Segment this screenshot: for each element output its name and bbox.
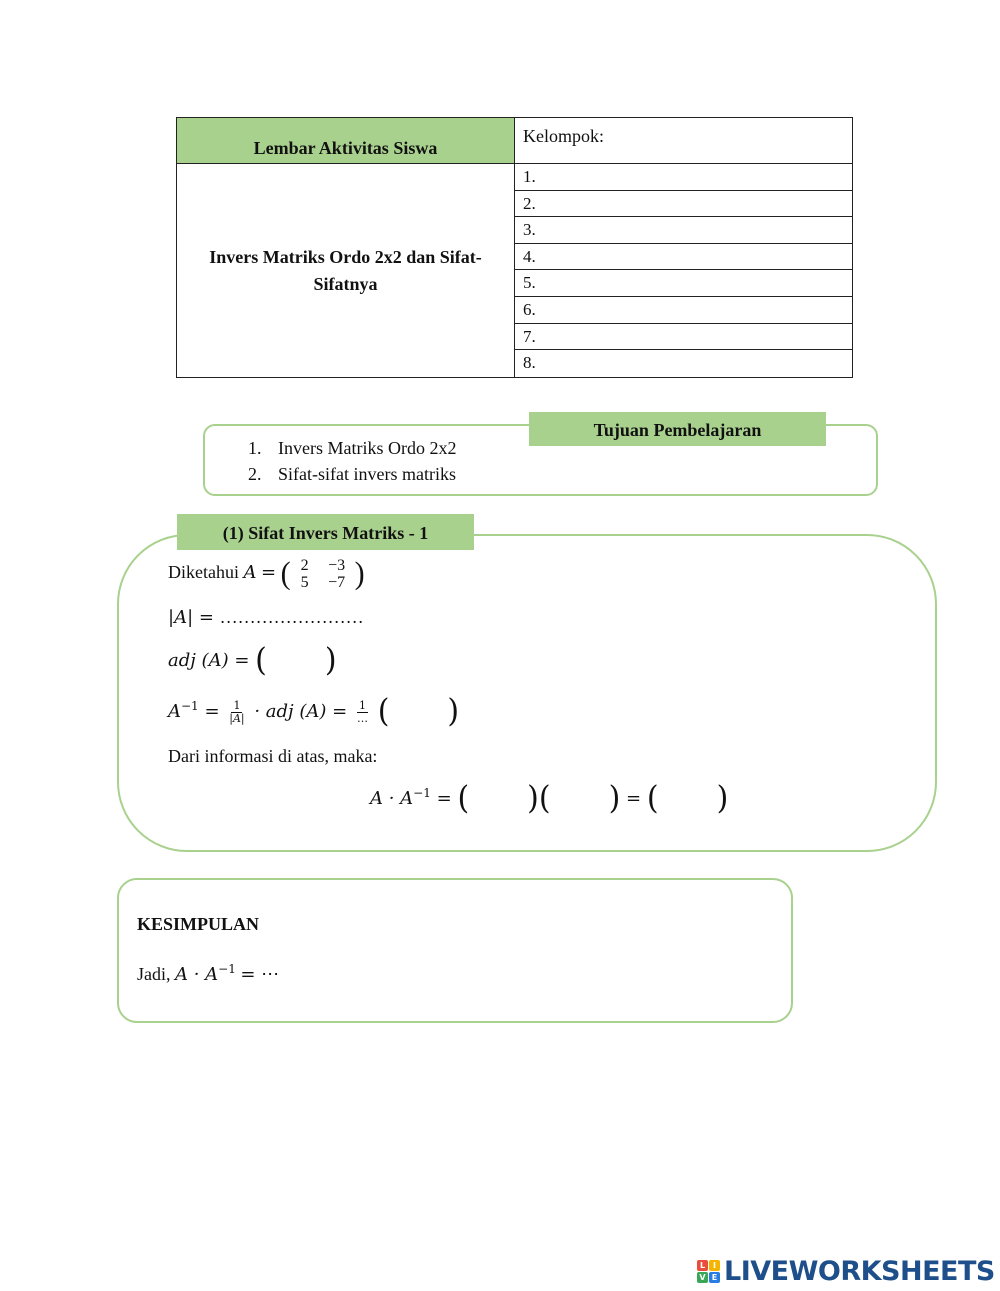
member-row-1[interactable]: 1. bbox=[515, 164, 852, 191]
matrix-name: A bbox=[243, 562, 257, 584]
objective-number: 2. bbox=[248, 464, 262, 484]
conclusion-line bbox=[137, 962, 279, 985]
adjoint-line bbox=[168, 642, 337, 679]
objective-item bbox=[248, 461, 456, 487]
objective-text: Sifat-sifat invers matriks bbox=[278, 464, 456, 484]
objective-number: 1. bbox=[248, 438, 262, 458]
matrix-a11: 2 bbox=[300, 557, 309, 574]
inverse-adj-mid: · adj (A) = bbox=[254, 701, 348, 722]
fraction-numerator: 1 bbox=[233, 698, 241, 712]
determinant-line bbox=[168, 607, 364, 628]
product-exponent: −1 bbox=[413, 786, 431, 800]
conclusion-title: KESIMPULAN bbox=[137, 914, 260, 934]
member-row-8[interactable]: 8. bbox=[523, 353, 536, 373]
property-tag: (1) Sifat Invers Matriks - 1 bbox=[177, 514, 474, 550]
determinant-blank[interactable]: …………………… bbox=[219, 607, 364, 627]
known-matrix-line: Diketahui A = ( 2 −3 5 −7 ) bbox=[168, 556, 365, 591]
matrix-a12: −3 bbox=[328, 557, 346, 574]
conclusion-box bbox=[117, 878, 793, 1023]
learning-objectives-list bbox=[248, 435, 456, 487]
inverse-fraction bbox=[227, 700, 246, 725]
adjoint-lhs: adj (A) = bbox=[168, 650, 250, 671]
inverse-line: $A^{-1}$ = $\frac{1}{|A|}$ · adj (A) = $\frac{1}{\dots}$ ( ) bbox=[168, 693, 460, 730]
logo-icon bbox=[697, 1260, 720, 1283]
product-blank-matrix-2[interactable]: ( ) bbox=[538, 780, 621, 817]
member-row-7[interactable]: 7. bbox=[515, 324, 852, 351]
known-label: Diketahui bbox=[168, 562, 239, 583]
inverse-exponent: −1 bbox=[181, 699, 199, 713]
matrix-a22: −7 bbox=[328, 574, 346, 591]
worksheet-title: Lembar Aktivitas Siswa bbox=[177, 118, 514, 164]
logo-block-e: E bbox=[709, 1272, 720, 1283]
inverse-lhs: A bbox=[168, 701, 181, 722]
logo-text: LIVEWORKSHEETS bbox=[724, 1256, 995, 1287]
product-lhs: A · A bbox=[370, 788, 414, 809]
product-line: $A \cdot A^{-1}$ = ( ) ( ) = ( ) bbox=[370, 780, 729, 817]
header-table bbox=[176, 117, 853, 378]
blank-fraction-numerator: 1 bbox=[358, 698, 366, 712]
learning-objectives-tag: Tujuan Pembelajaran bbox=[529, 412, 826, 446]
conclusion-expr: A · A bbox=[175, 964, 219, 985]
fraction-denominator: |A| bbox=[229, 711, 245, 725]
member-row-6[interactable]: 6. bbox=[515, 297, 852, 324]
group-members-column bbox=[515, 118, 852, 377]
logo-block-v: V bbox=[697, 1272, 708, 1283]
objective-item bbox=[248, 435, 456, 461]
conclusion-intro: Dari informasi di atas, maka: bbox=[168, 746, 378, 766]
worksheet-topic: Invers Matriks Ordo 2x2 dan Sifat-Sifatnya bbox=[209, 246, 482, 294]
blank-fraction-denominator: … bbox=[356, 711, 368, 725]
member-row-2[interactable]: 2. bbox=[515, 191, 852, 218]
conclusion-exponent: −1 bbox=[218, 962, 236, 976]
liveworksheets-logo bbox=[697, 1256, 995, 1287]
matrix-a21: 5 bbox=[300, 574, 309, 591]
inverse-blank-matrix[interactable]: ( ) bbox=[377, 693, 460, 730]
inverse-blank-fraction[interactable] bbox=[355, 700, 370, 725]
header-left-column bbox=[177, 118, 515, 377]
logo-block-l: L bbox=[697, 1260, 708, 1271]
product-blank-matrix-1[interactable]: ( ) bbox=[457, 780, 539, 817]
member-row-3[interactable]: 3. bbox=[515, 217, 852, 244]
product-result-matrix[interactable]: ( ) bbox=[646, 780, 729, 817]
member-row-5[interactable]: 5. bbox=[515, 270, 852, 297]
logo-block-i: I bbox=[709, 1260, 720, 1271]
member-row-4[interactable]: 4. bbox=[515, 244, 852, 271]
given-matrix: ( 2 −3 5 −7 ) bbox=[280, 556, 365, 591]
adjoint-blank-matrix[interactable]: ( ) bbox=[255, 642, 337, 679]
determinant-lhs: |A| = bbox=[168, 607, 214, 628]
conclusion-prefix: Jadi, bbox=[137, 964, 171, 984]
group-label: Kelompok: bbox=[515, 118, 852, 164]
objective-text: Invers Matriks Ordo 2x2 bbox=[278, 438, 457, 458]
conclusion-tail[interactable]: = ⋯ bbox=[240, 964, 280, 985]
